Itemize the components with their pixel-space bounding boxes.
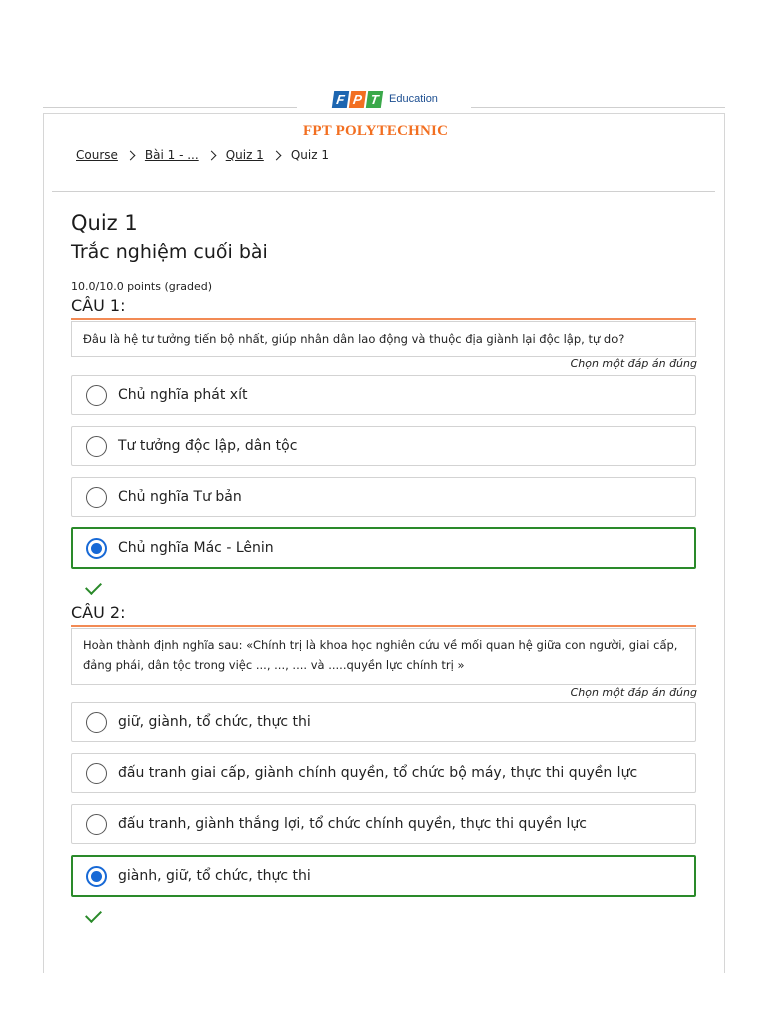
radio-button[interactable] [86,436,107,457]
header-rule-left [43,107,297,108]
question-2-label: CÂU 2: [71,603,126,622]
option-label: đấu tranh giai cấp, giành chính quyền, tổ chức bộ máy, thực thi quyền lực [118,765,638,781]
breadcrumb [76,148,329,162]
radio-button[interactable] [86,385,107,406]
radio-button[interactable] [86,814,107,835]
breadcrumb-quiz-link[interactable]: Quiz 1 [225,148,264,162]
page-subtitle: Trắc nghiệm cuối bài [71,241,268,263]
radio-button[interactable] [86,712,107,733]
radio-button-selected[interactable] [86,866,107,887]
question-2-rule [71,625,696,627]
question-1-option-2[interactable] [71,426,696,466]
breadcrumb-course[interactable]: Course [76,148,118,162]
radio-button-selected[interactable] [86,538,107,559]
question-1-option-3[interactable] [71,477,696,517]
question-2-option-4[interactable] [71,855,696,897]
question-1-text: Đâu là hệ tư tưởng tiến bộ nhất, giúp nhân dân lao động và thuộc địa giành lại độc lập, tự do? [71,321,696,357]
option-label: Tư tưởng độc lập, dân tộc [118,438,298,454]
question-1-option-1[interactable] [71,375,696,415]
logo-letter-t: T [366,91,383,108]
question-1-option-4[interactable] [71,527,696,569]
points-score: 10.0/10.0 points (graded) [71,280,213,293]
logo-suffix: Education [389,93,438,105]
breadcrumb-lesson[interactable]: Bài 1 - ... [144,148,199,162]
question-2-option-3[interactable] [71,804,696,844]
option-label: Chủ nghĩa phát xít [118,387,248,403]
option-label: đấu tranh, giành thắng lợi, tổ chức chính quyền, thực thi quyền lực [118,816,587,832]
question-2-hint: Chọn một đáp án đúng [570,686,697,699]
question-2-option-1[interactable] [71,702,696,742]
option-label: giữ, giành, tổ chức, thực thi [118,714,311,730]
chevron-right-icon [206,150,216,160]
question-2-text: Hoàn thành định nghĩa sau: «Chính trị là khoa học nghiên cứu về mối quan hệ giữa con người, giai cấp, đảng phái, dân tộc trong việc ..., ..., .... và .....quyền lực chính trị » [71,628,696,685]
question-2-option-2[interactable] [71,753,696,793]
page-title: Quiz 1 [71,211,138,235]
option-label: Chủ nghĩa Mác - Lênin [118,540,274,556]
chevron-right-icon [125,150,135,160]
question-1-hint: Chọn một đáp án đúng [570,357,697,370]
radio-button[interactable] [86,763,107,784]
option-label: Chủ nghĩa Tư bản [118,489,242,505]
breadcrumb-current: Quiz 1 [290,148,329,162]
question-1-label: CÂU 1: [71,296,126,315]
header-rule-right [471,107,725,108]
fpt-education-logo [333,86,438,112]
header-divider [52,191,715,192]
radio-button[interactable] [86,487,107,508]
chevron-right-icon [271,150,281,160]
question-1-rule [71,318,696,320]
logo-letter-f: F [332,91,349,108]
option-label: giành, giữ, tổ chức, thực thi [118,868,311,884]
logo-letter-p: P [349,91,366,108]
brand-title: FPT POLYTECHNIC [303,123,449,139]
